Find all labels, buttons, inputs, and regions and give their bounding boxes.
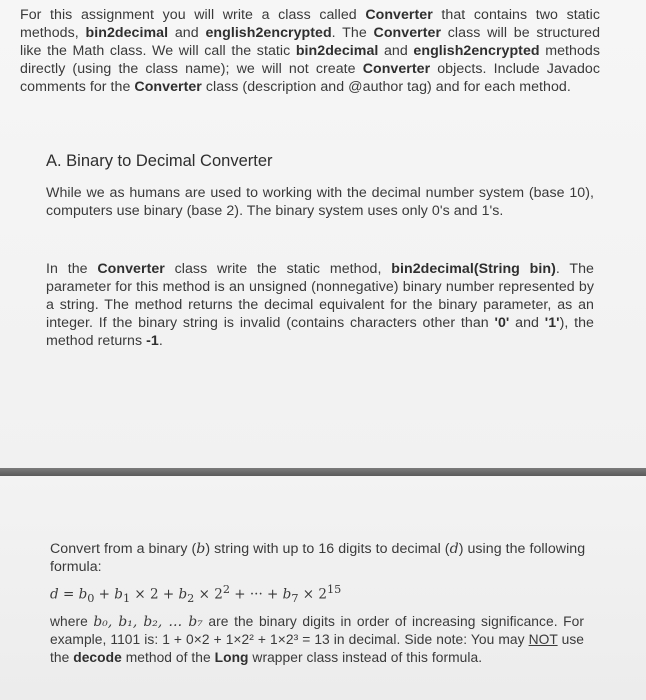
page-divider (0, 468, 646, 476)
section-heading: A. Binary to Decimal Converter (46, 152, 273, 170)
method-description-paragraph: In the Converter class write the static method, bin2decimal(String bin). The parameter for this method is an unsigned (nonnegative) binary number represented by a string. The method returns the decimal equivalent for the binary parameter, as an integer. If the binary string is invalid (contains characters other than '0' and '1'), the method returns -1. (46, 261, 594, 349)
convert-instruction-paragraph: Convert from a binary (b) string with up to 16 digits to decimal (d) using the following formula: (50, 541, 586, 575)
formula-explanation-paragraph: where b₀, b₁, b₂, … b₇ are the binary digits in order of increasing significance. For example, 1101 is: 1 + 0×2 + 1×2² + 1×2³ = 13 in decimal. Side note: You may NOT use the decode method of the Long wrapper class instead of this formula. (50, 614, 585, 665)
conversion-formula: $d = b_0 + b_1 \times 2 + b_2 \times 2^2$ + ··· + $b_7 \times 2^{15}$ (50, 583, 342, 606)
intro-paragraph: For this assignment you will write a class called Converter that contains two static methods, bin2decimal and english2encrypted. The Converter class will be structured like the Math class. We will call the static bin2decimal and english2encrypted methods directly (using the class name); we will not create Converter objects. Include Javadoc comments for the Converter class (description and @author tag) and for each method. (20, 7, 601, 95)
binary-intro-paragraph: While we as humans are used to working with the decimal number system (base 10), computers use binary (base 2). The binary system uses only 0's and 1's. (46, 185, 594, 219)
